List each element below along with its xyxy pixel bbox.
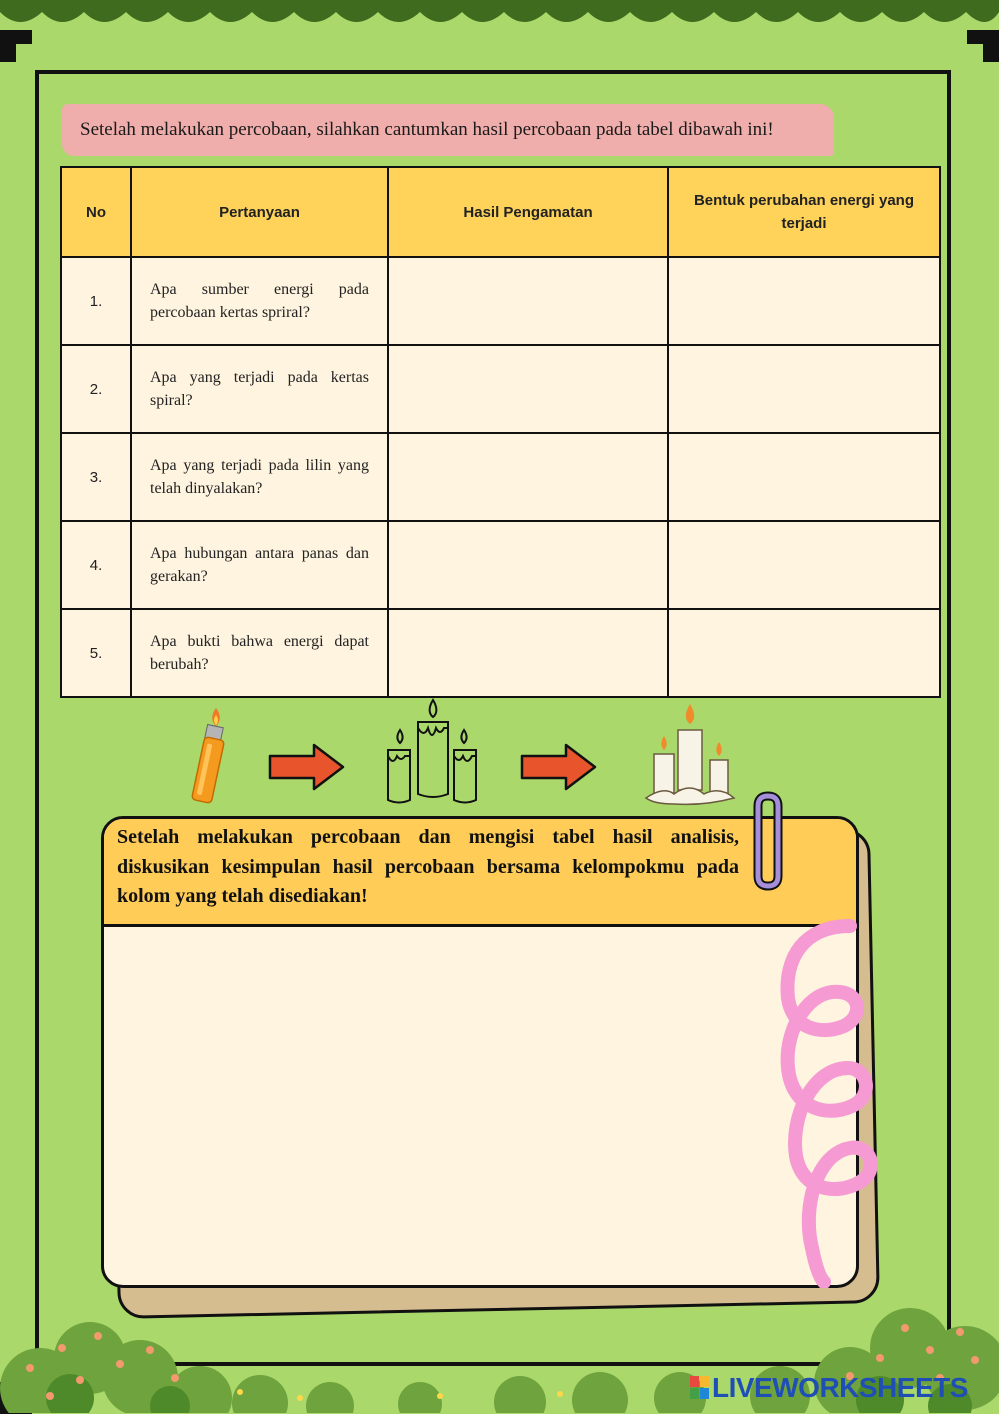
melted-candles-icon bbox=[644, 702, 736, 806]
logo-mark bbox=[690, 1375, 710, 1399]
observation-input[interactable] bbox=[389, 258, 667, 344]
logo-text: LIVEWORKSHEETS bbox=[712, 1372, 968, 1403]
observation-input[interactable] bbox=[389, 522, 667, 608]
liveworksheets-logo bbox=[690, 1372, 968, 1404]
row-number: 1. bbox=[61, 257, 131, 345]
candles-outline-icon bbox=[384, 698, 482, 806]
observation-cell bbox=[388, 345, 668, 433]
observation-input[interactable] bbox=[389, 434, 667, 520]
observation-table bbox=[60, 166, 941, 698]
corner-ornament-left bbox=[0, 30, 34, 64]
table-row bbox=[61, 609, 940, 697]
row-question: Apa bukti bahwa energi dapat berubah? bbox=[131, 609, 388, 697]
instruction-banner: Setelah melakukan percobaan, silahkan cantumkan hasil percobaan pada tabel dibawah ini! bbox=[62, 104, 834, 156]
row-question: Apa yang terjadi pada kertas spiral? bbox=[131, 345, 388, 433]
energy-change-cell bbox=[668, 345, 940, 433]
notebook-header bbox=[104, 819, 856, 927]
observation-cell bbox=[388, 433, 668, 521]
header-question: Pertanyaan bbox=[131, 167, 388, 257]
observation-input[interactable] bbox=[389, 346, 667, 432]
conclusion-input[interactable] bbox=[104, 927, 856, 1287]
lighter-icon bbox=[180, 706, 230, 806]
energy-change-input[interactable] bbox=[669, 346, 939, 432]
corner-ornament-right bbox=[965, 30, 999, 64]
conclusion-notebook bbox=[101, 816, 859, 1288]
conclusion-prompt: Setelah melakukan percobaan dan mengisi tabel hasil analisis, diskusikan kesimpulan hasil percobaan bersama kelompokmu pada kolom yang telah disediakan! bbox=[117, 826, 739, 907]
observation-input[interactable] bbox=[389, 610, 667, 696]
energy-change-input[interactable] bbox=[669, 434, 939, 520]
table-row bbox=[61, 345, 940, 433]
energy-change-cell bbox=[668, 521, 940, 609]
scallop-top-border bbox=[0, 0, 999, 40]
arrow-right-icon bbox=[520, 743, 598, 791]
energy-change-input[interactable] bbox=[669, 610, 939, 696]
energy-change-input[interactable] bbox=[669, 258, 939, 344]
table-row bbox=[61, 257, 940, 345]
row-number: 5. bbox=[61, 609, 131, 697]
table-header-row bbox=[61, 167, 940, 257]
energy-change-cell bbox=[668, 433, 940, 521]
row-number: 4. bbox=[61, 521, 131, 609]
energy-change-input[interactable] bbox=[669, 522, 939, 608]
observation-cell bbox=[388, 257, 668, 345]
energy-change-cell bbox=[668, 257, 940, 345]
table-row bbox=[61, 433, 940, 521]
row-question: Apa yang terjadi pada lilin yang telah dinyalakan? bbox=[131, 433, 388, 521]
row-number: 2. bbox=[61, 345, 131, 433]
row-question: Apa hubungan antara panas dan gerakan? bbox=[131, 521, 388, 609]
header-no: No bbox=[61, 167, 131, 257]
paper-clip-icon bbox=[748, 790, 792, 892]
observation-cell bbox=[388, 521, 668, 609]
energy-change-cell bbox=[668, 609, 940, 697]
row-question: Apa sumber energi pada percobaan kertas spriral? bbox=[131, 257, 388, 345]
row-number: 3. bbox=[61, 433, 131, 521]
pink-spiral-decoration bbox=[764, 918, 914, 1288]
table-row bbox=[61, 521, 940, 609]
observation-cell bbox=[388, 609, 668, 697]
header-observation: Hasil Pengamatan bbox=[388, 167, 668, 257]
header-energy-change: Bentuk perubahan energi yang terjadi bbox=[668, 167, 940, 257]
arrow-right-icon bbox=[268, 743, 346, 791]
